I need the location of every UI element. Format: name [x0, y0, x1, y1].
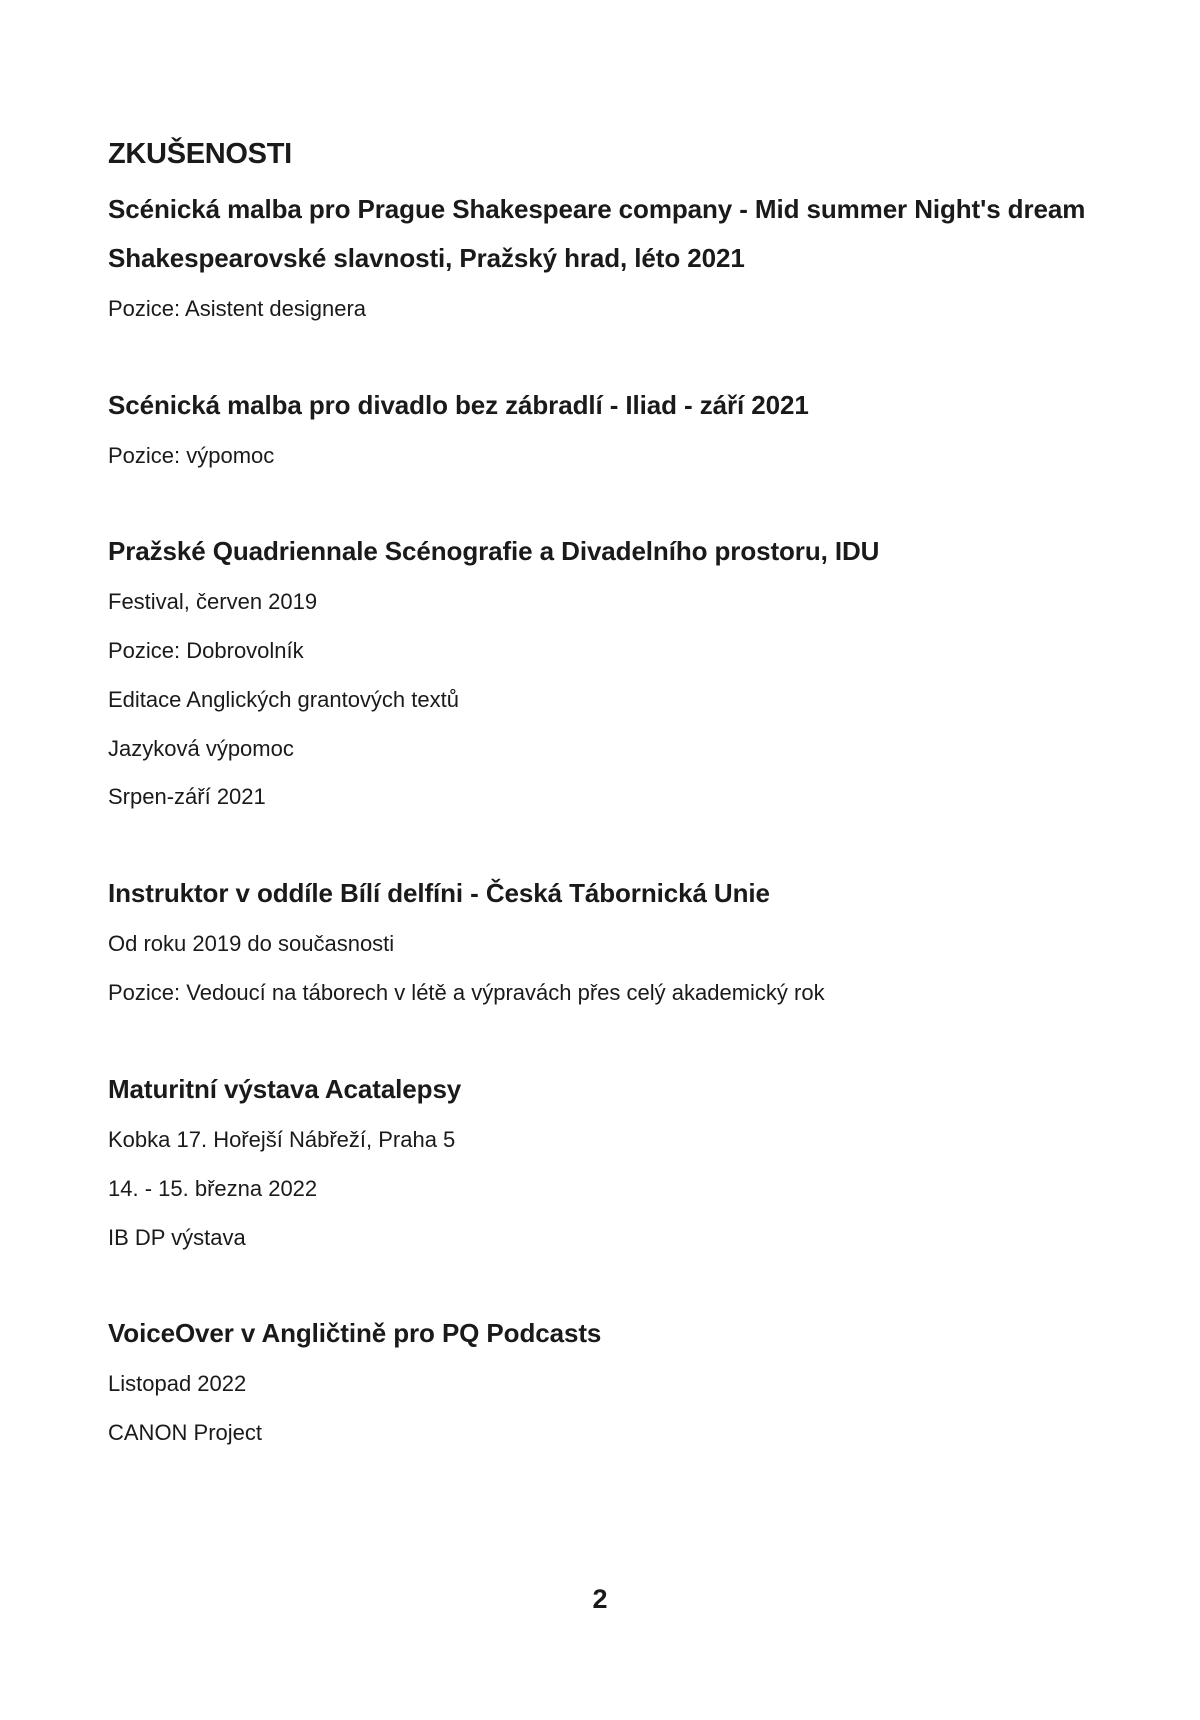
entry-line: Srpen-září 2021	[108, 784, 266, 809]
entry-line: Listopad 2022	[108, 1371, 247, 1396]
entry-heading: VoiceOver v Angličtině pro PQ Podcasts	[108, 1318, 602, 1348]
entry-line: Pozice: Asistent designera	[108, 296, 367, 321]
entry-line: Festival, červen 2019	[108, 589, 318, 614]
entry-heading: Maturitní výstava Acatalepsy	[108, 1074, 462, 1104]
entry-heading: Instruktor v oddíle Bílí delfíni - Česká Tábornická Unie	[108, 878, 770, 908]
entry-line: Pozice: Vedoucí na táborech v létě a výpravách přes celý akademický rok	[108, 980, 825, 1005]
entry-line: Pozice: Dobrovolník	[108, 638, 304, 663]
entry-line: Kobka 17. Hořejší Nábřeží, Praha 5	[108, 1127, 456, 1152]
entry-line: CANON Project	[108, 1420, 263, 1445]
entry-line: 14. - 15. března 2022	[108, 1176, 318, 1201]
entry-line: Pozice: výpomoc	[108, 443, 275, 468]
entry-line: IB DP výstava	[108, 1225, 246, 1250]
section-title: ZKUŠENOSTI	[108, 138, 292, 170]
entry-line: Jazyková výpomoc	[108, 736, 294, 761]
entry-heading: Scénická malba pro divadlo bez zábradlí - Iliad - září 2021	[108, 390, 809, 420]
entry-line: Editace Anglických grantových textů	[108, 687, 459, 712]
entry-heading: Shakespearovské slavnosti, Pražský hrad, léto 2021	[108, 243, 745, 273]
entry-heading: Pražské Quadriennale Scénografie a Divadelního prostoru, IDU	[108, 536, 880, 566]
entry-heading: Scénická malba pro Prague Shakespeare company - Mid summer Night's dream	[108, 194, 1086, 224]
page-number: 2	[592, 1584, 608, 1614]
entry-line: Od roku 2019 do současnosti	[108, 931, 395, 956]
